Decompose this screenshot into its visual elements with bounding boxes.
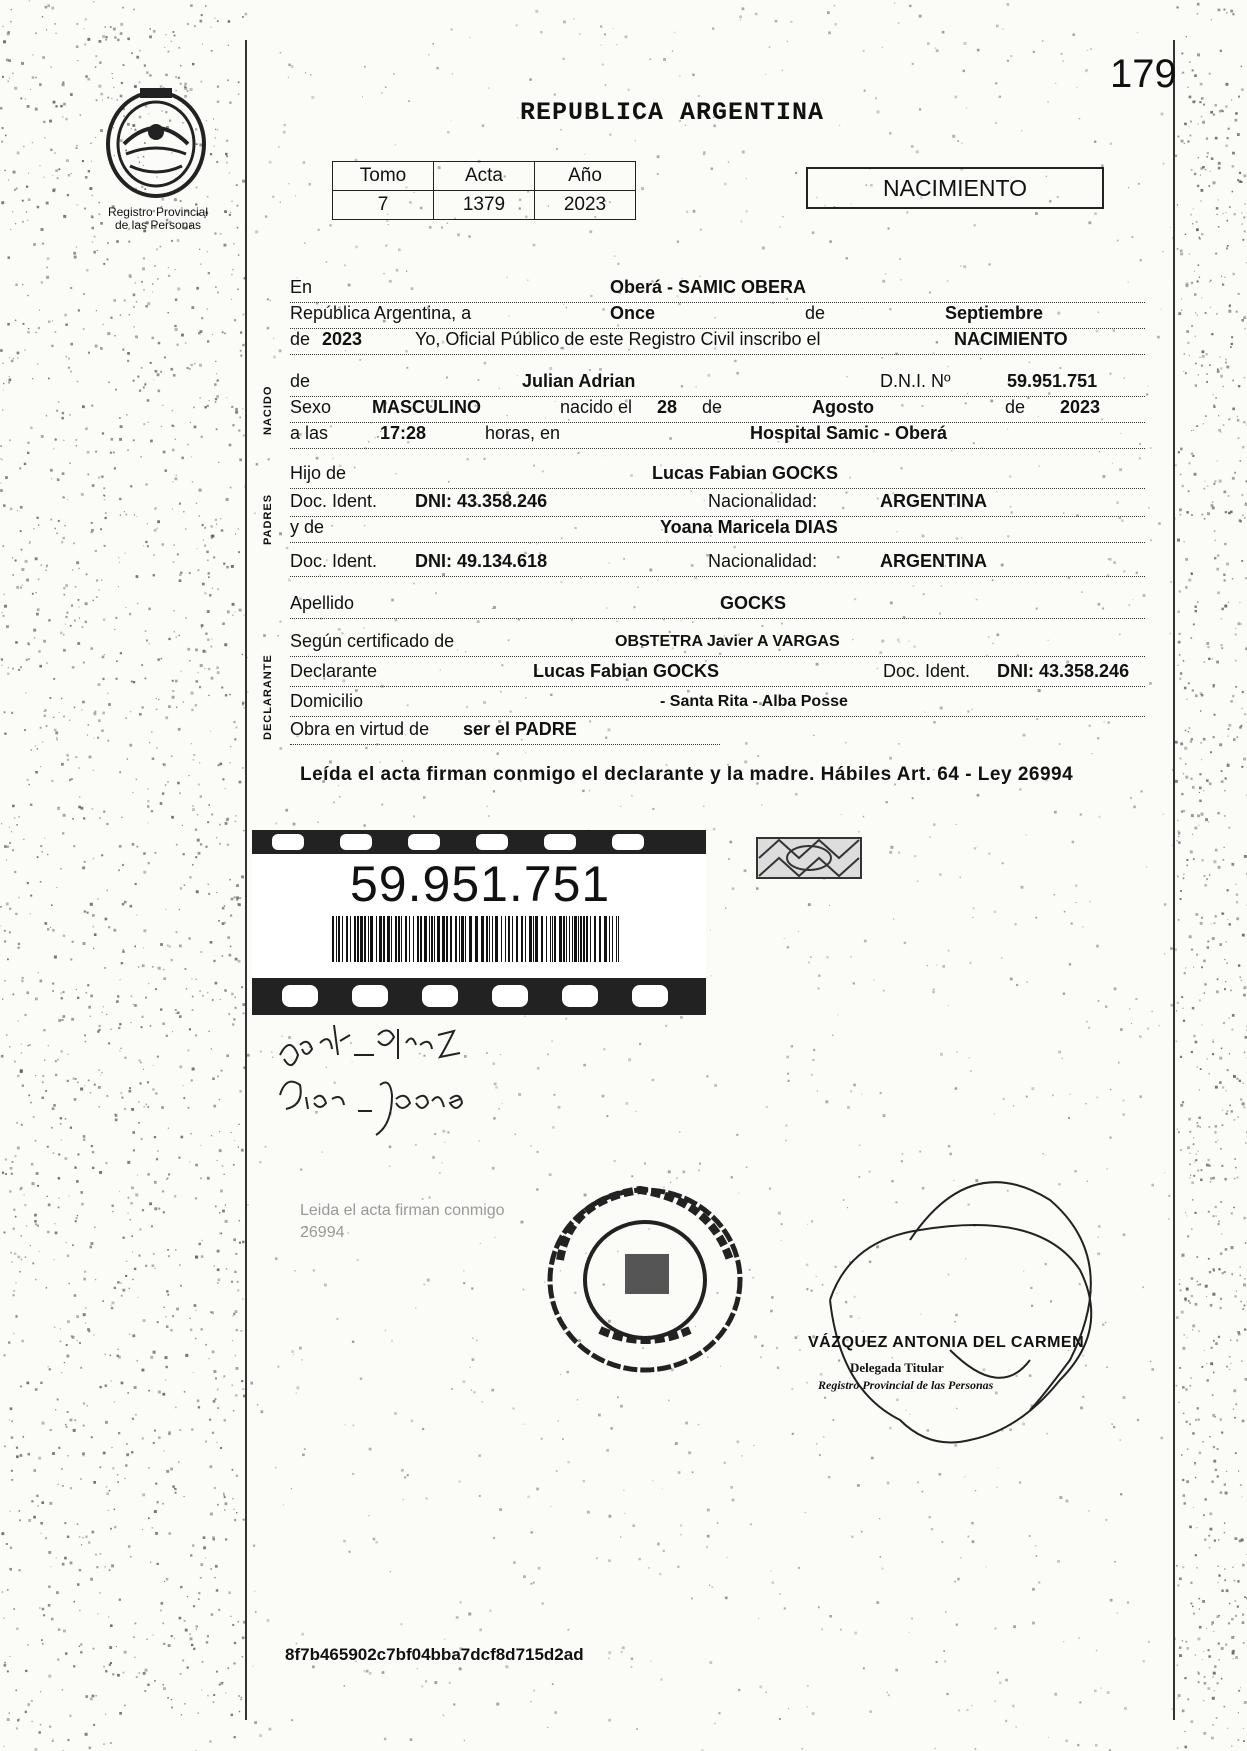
padre-doc: DNI: 43.358.246 [415, 491, 548, 511]
nac-anio: 2023 [1060, 397, 1101, 417]
header-anio: Año [535, 162, 636, 191]
dni: 59.951.751 [1007, 371, 1098, 391]
header-tomo: Tomo [333, 162, 434, 191]
decl-doc: DNI: 43.358.246 [997, 661, 1130, 681]
side-label-declarante: DECLARANTE [262, 654, 274, 740]
handwritten-signatures [270, 1015, 540, 1145]
obra: ser el PADRE [463, 719, 577, 739]
row-nombre: de Julian Adrian D.N.I. Nº 59.951.751 [290, 370, 1145, 397]
anio: 2023 [322, 329, 363, 349]
inscripcion: NACIMIENTO [954, 329, 1068, 349]
nombre: Julian Adrian [522, 371, 636, 391]
madre-nac: ARGENTINA [880, 551, 987, 571]
official-org: Registro Provincial de las Personas [818, 1378, 994, 1392]
lugar: Oberá - SAMIC OBERA [610, 277, 807, 297]
row-en: En Oberá - SAMIC OBERA [290, 276, 1145, 303]
row-yo: de 2023 Yo, Oficial Público de este Registro Civil inscribo el NACIMIENTO [290, 328, 1145, 355]
row-domicilio: Domicilio - Santa Rita - Alba Posse [290, 690, 1145, 717]
record-type-box: NACIMIENTO [806, 167, 1104, 209]
official-role: Delegada Titular [850, 1360, 944, 1375]
declarante: Lucas Fabian GOCKS [533, 661, 720, 681]
nac-mes: Agosto [812, 397, 874, 417]
sexo: MASCULINO [372, 397, 481, 417]
row-hijo: Hijo de Lucas Fabian GOCKS [290, 462, 1145, 489]
row-apellido: Apellido GOCKS [290, 592, 1145, 619]
page-number: 179 [1110, 52, 1177, 96]
register-table [332, 161, 636, 220]
domicilio: - Santa Rita - Alba Posse [660, 693, 848, 710]
official-name: VÁZQUEZ ANTONIA DEL CARMEN [808, 1334, 1085, 1351]
header-acta: Acta [434, 162, 535, 191]
row-madre-doc: Doc. Ident. DNI: 49.134.618 Nacionalidad: ARGENTINA [290, 550, 1145, 577]
right-margin-line [1173, 40, 1175, 1720]
mes: Septiembre [945, 303, 1044, 323]
side-label-nacido: NACIDO [262, 385, 274, 435]
row-hora: a las 17:28 horas, en Hospital Samic - Oberá [290, 422, 1145, 449]
document-hash: 8f7b465902c7bf04bba7dcf8d715d2ad [285, 1645, 584, 1664]
hologram-mark-icon [755, 836, 863, 880]
row-madre: y de Yoana Maricela DIAS [290, 516, 1145, 543]
nac-dia: 28 [657, 397, 678, 417]
official-signature-loop [790, 1180, 1160, 1455]
row-obra: Obra en virtud de ser el PADRE [290, 718, 720, 745]
row-republica: República Argentina, a Once de Septiembre [290, 302, 1145, 329]
registry-stamp-icon [540, 1180, 750, 1380]
apellido: GOCKS [720, 593, 787, 613]
value-acta: 1379 [434, 191, 535, 220]
faded-text: Leida el acta firman conmigo 26994 [300, 1202, 505, 1241]
side-label-padres: PADRES [262, 493, 274, 545]
madre: Yoana Maricela DIAS [660, 517, 838, 537]
registry-caption: Registro Provincial de las Personas [107, 205, 209, 232]
certificado: OBSTETRA Javier A VARGAS [615, 633, 840, 650]
row-padre-doc: Doc. Ident. DNI: 43.358.246 Nacionalidad: ARGENTINA [290, 490, 1145, 517]
row-certificado: Según certificado de OBSTETRA Javier A VARGAS [290, 630, 1145, 657]
dia: Once [610, 303, 656, 323]
value-anio: 2023 [535, 191, 636, 220]
hora: 17:28 [380, 423, 427, 443]
header-title: REPUBLICA ARGENTINA [520, 98, 825, 127]
left-margin-line [245, 40, 247, 1720]
madre-doc: DNI: 49.134.618 [415, 551, 548, 571]
row-declarante: Declarante Lucas Fabian GOCKS Doc. Ident. DNI: 43.358.246 [290, 660, 1145, 687]
sticker-number: 59.951.751 [350, 856, 611, 912]
padre: Lucas Fabian GOCKS [652, 463, 839, 483]
lugar-nac: Hospital Samic - Oberá [750, 423, 948, 443]
padre-nac: ARGENTINA [880, 491, 987, 511]
leida-text: Leída el acta firman conmigo el declarante y la madre. Hábiles Art. 64 - Ley 26994 [300, 764, 1074, 785]
value-tomo: 7 [333, 191, 434, 220]
misiones-seal-icon [100, 82, 212, 200]
row-sexo: Sexo MASCULINO nacido el 28 de Agosto de 2023 [290, 396, 1145, 423]
